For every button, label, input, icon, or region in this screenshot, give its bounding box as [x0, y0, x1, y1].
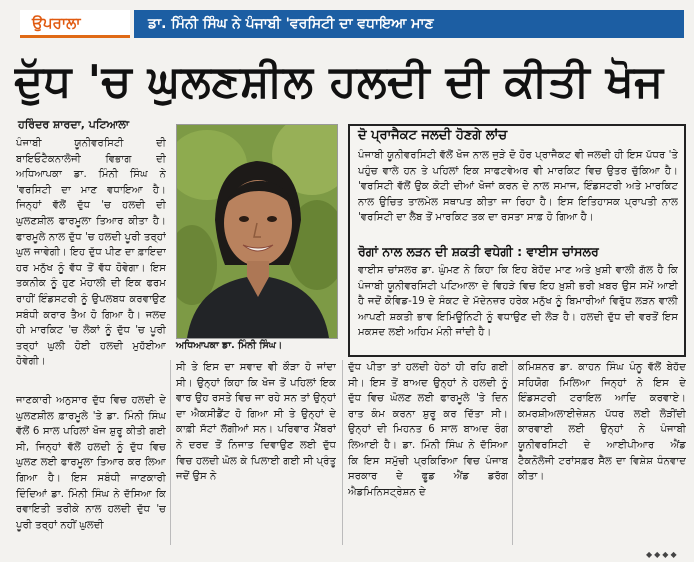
- column-1-bottom-text: ਜਾਣਕਾਰੀ ਅਨੁਸਾਰ ਦੁੱਧ ਵਿਚ ਹਲਦੀ ਦੇ ਘੁਲਣਸ਼ੀਲ ਫ਼ਾਰਮੂਲੇ 'ਤੇ ਡਾ. ਮਿੰਨੀ ਸਿੰਘ ਵੱਲੋਂ 6 ਸਾਲ ਪਹਿਲਾਂ ਖੋਜ ਸ਼ੁਰੂ ਕੀਤੀ ਗਈ ਸੀ, ਜਿਨ੍ਹਾਂ ਵੱਲੋਂ ਹਲਦੀ ਨੂੰ ਦੁੱਧ ਵਿਚ ਘੁਲਣ ਲਈ ਫਾਰਮੂਲਾ ਤਿਆਰ ਕਰ ਲਿਆ ਗਿਆ ਹੈ। ਇਸ ਸਬੰਧੀ ਜਾਣਕਾਰੀ ਦਿੰਦਿਆਂ ਡਾ. ਮਿੰਨੀ ਸਿੰਘ ਨੇ ਦੱਸਿਆ ਕਿ ਰਵਾਇਤੀ ਤਰੀਕੇ ਨਾਲ ਹਲਦੀ ਦੁੱਧ 'ਚ ਪੂਰੀ ਤਰ੍ਹਾਂ ਨਹੀਂ ਘੁਲਦੀ: [16, 395, 166, 531]
- column-2-text: ਸੀ ਤੇ ਇਸ ਦਾ ਸਵਾਦ ਵੀ ਕੌੜਾ ਹੋ ਜਾਂਦਾ ਸੀ। ਉਨ੍ਹਾਂ ਕਿਹਾ ਕਿ ਖੋਜ ਤੋਂ ਪਹਿਲਾਂ ਇਕ ਵਾਰ ਉਹ ਰਸਤੇ ਵਿਚ ਜਾ ਰਹੇ ਸਨ ਤਾਂ ਉਨ੍ਹਾਂ ਦਾ ਐਕਸੀਡੈਂਟ ਹੋ ਗਿਆ ਸੀ ਤੇ ਉਨ੍ਹਾਂ ਦੇ ਕਾਫ਼ੀ ਸੱਟਾਂ ਲੱਗੀਆਂ ਸਨ। ਪਰਿਵਾਰ ਮੈਂਬਰਾਂ ਨੇ ਦਰਦ ਤੋਂ ਨਿਜਾਤ ਦਿਵਾਉਣ ਲਈ ਦੁੱਧ ਵਿਚ ਹਲਦੀ ਘੋਲ ਕੇ ਪਿਲਾਈ ਗਈ ਸੀ ਪ੍ਰੰਤੂ ਜਦੋਂ ਉਸ ਨੇ: [176, 362, 336, 483]
- box-paragraph-vc-text: ਵਾਈਸ ਚਾਂਸਲਰ ਡਾ. ਘੁੰਮਣ ਨੇ ਕਿਹਾ ਕਿ ਇਹ ਬੇਹੱਦ ਮਾਣ ਅਤੇ ਖ਼ੁਸ਼ੀ ਵਾਲੀ ਗੱਲ ਹੈ ਕਿ ਪੰਜਾਬੀ ਯੂਨੀਵਰਸਿਟੀ ਪਟਿਆਲਾ ਦੇ ਵਿਹੜੇ ਵਿਚ ਇਹ ਖ਼ੁਸ਼ੀ ਭਰੀ ਖ਼ਬਰ ਉਸ ਸਮੇਂ ਆਈ ਹੈ ਜਦੋਂ ਕੋਵਿਡ-19 ਦੇ ਸੰਕਟ ਦੇ ਮੱਦੇਨਜ਼ਰ ਹਰੇਕ ਮਨੁੱਖ ਨੂੰ ਬਿਮਾਰੀਆਂ ਵਿਰੁੱਧ ਲੜਨ ਵਾਲੀ ਆਪਣੀ ਸ਼ਕਤੀ ਭਾਵ ਇਮਿਊਨਿਟੀ ਨੂੰ ਵਧਾਉਣ ਦੀ ਲੋੜ ਹੈ। ਹਲਦੀ ਦੁੱਧ ਦੀ ਵਰਤੋਂ ਇਸ ਮਕਸਦ ਲਈ ਅਹਿਮ ਮੰਨੀ ਜਾਂਦੀ ਹੈ।: [358, 265, 678, 339]
- column-divider: [512, 360, 513, 545]
- column-2: [176, 360, 336, 545]
- photo-caption: ਅਧਿਆਪਕਾ ਡਾ. ਮਿੰਨੀ ਸਿੰਘ।: [176, 340, 283, 351]
- column-divider: [342, 360, 343, 545]
- kicker-banner: ਡਾ. ਮਿੰਨੀ ਸਿੰਘ ਨੇ ਪੰਜਾਬੀ 'ਵਰਸਿਟੀ ਦਾ ਵਧਾਇਆ ਮਾਣ: [134, 10, 684, 38]
- portrait-illustration: [177, 125, 337, 338]
- portrait-photo: [176, 124, 338, 339]
- column-4-text: ਕਮਿਸ਼ਨਰ ਡਾ. ਕਾਹਨ ਸਿੰਘ ਪੰਨੂ ਵੱਲੋਂ ਬੇਹੱਦ ਸਹਿਯੋਗ ਮਿਲਿਆ ਜਿਨ੍ਹਾਂ ਨੇ ਇਸ ਦੇ ਇੰਡਸਟਰੀ ਟਰਾਇਲ ਆਦਿ ਕਰਵਾਏ। ਕਮਰਸ਼ੀਅਲਾਈਜ਼ੇਸ਼ਨ ਪੱਧਰ ਲਈ ਲੋੜੀਂਦੀ ਕਾਰਵਾਈ ਲਈ ਉਨ੍ਹਾਂ ਨੇ ਪੰਜਾਬੀ ਯੂਨੀਵਰਸਿਟੀ ਦੇ ਆਈਪੀਆਰ ਐਂਡ ਟੈਕਨੋਲੋਜੀ ਟਰਾਂਸਫ਼ਰ ਸੈੱਲ ਦਾ ਵਿਸ਼ੇਸ਼ ਧੰਨਵਾਦ ਕੀਤਾ।: [518, 362, 686, 483]
- box-paragraph-projects-text: ਪੰਜਾਬੀ ਯੂਨੀਵਰਸਿਟੀ ਵੱਲੋਂ ਖੋਜ ਨਾਲ ਜੁੜੇ ਦੋ ਹੋਰ ਪ੍ਰਾਜੈਕਟ ਵੀ ਜਲਦੀ ਹੀ ਇਸ ਪੱਧਰ 'ਤੇ ਪਹੁੰਚ ਵਾਲੇ ਹਨ ਤੇ ਪਹਿਲਾਂ ਇਕ ਸਾਫਟਵੇਅਰ ਵੀ ਮਾਰਕਿਟ ਵਿਚ ਉਤਰ ਚੁੱਕਿਆ ਹੈ। 'ਵਰਸਿਟੀ ਵੱਲੋਂ ਉਕ ਕੋਟੀ ਦੀਆਂ ਖੋਜਾਂ ਕਰਨ ਦੇ ਨਾਲ ਸਮਾਜ, ਇੰਡਸਟਰੀ ਅਤੇ ਮਾਰਕਿਟ ਨਾਲ ਉਚਿਤ ਤਾਲਮੇਲ ਸਥਾਪਤ ਕੀਤਾ ਜਾ ਰਿਹਾ ਹੈ। ਇਸ ਇਤਿਹਾਸਕ ਪ੍ਰਾਪਤੀ ਨਾਲ 'ਵਰਸਿਟੀ ਦਾ ਲੈਬ ਤੋਂ ਮਾਰਕਿਟ ਤਕ ਦਾ ਰਸਤਾ ਸਾਫ਼ ਹੋ ਗਿਆ ਹੈ।: [358, 150, 678, 224]
- headline: ਦੁੱਧ 'ਚ ਘੁਲਣਸ਼ੀਲ ਹਲਦੀ ਦੀ ਕੀਤੀ ਖੋਜ: [14, 56, 664, 107]
- top-bar: [0, 10, 694, 38]
- column-4: [518, 360, 686, 545]
- column-3: [348, 360, 508, 545]
- column-divider: [170, 360, 171, 545]
- box-heading-vc: ਰੋਗਾਂ ਨਾਲ ਲੜਨ ਦੀ ਸ਼ਕਤੀ ਵਧੇਗੀ : ਵਾਈਸ ਚਾਂਸਲਰ: [358, 244, 599, 259]
- box-heading-projects: ਦੋ ਪ੍ਰਾਜੈਕਟ ਜਲਦੀ ਹੋਣਗੇ ਲਾਂਚ: [358, 128, 508, 143]
- byline: ਹਰਿੰਦਰ ਸ਼ਾਰਦਾ, ਪਟਿਆਲਾ: [18, 118, 130, 131]
- column-3-text: ਦੁੱਧ ਪੀਤਾ ਤਾਂ ਹਲਦੀ ਹੇਠਾਂ ਹੀ ਰਹਿ ਗਈ ਸੀ। ਇਸ ਤੋਂ ਬਾਅਦ ਉਨ੍ਹਾਂ ਨੇ ਹਲਦੀ ਨੂੰ ਦੁੱਧ ਵਿਚ ਘੋਲਣ ਲਈ ਫਾਰਮੂਲੇ 'ਤੇ ਦਿਨ ਰਾਤ ਕੰਮ ਕਰਨਾ ਸ਼ੁਰੂ ਕਰ ਦਿੱਤਾ ਸੀ। ਉਨ੍ਹਾਂ ਦੀ ਮਿਹਨਤ 6 ਸਾਲ ਬਾਅਦ ਰੰਗ ਲਿਆਈ ਹੈ। ਡਾ. ਮਿੰਨੀ ਸਿੰਘ ਨੇ ਦੱਸਿਆ ਕਿ ਇਸ ਸਮੁੱਚੀ ਪ੍ਰਕਿਰਿਆ ਵਿਚ ਪੰਜਾਬ ਸਰਕਾਰ ਦੇ ਫੂਡ ਐਂਡ ਡਰੱਗ ਐਡਮਿਨਿਸਟ੍ਰੇਸ਼ਨ ਦੇ: [348, 362, 508, 498]
- column-1-top: [16, 136, 166, 391]
- box-paragraph-projects: [358, 148, 678, 244]
- box-paragraph-vc: [358, 263, 678, 355]
- column-1-top-text: ਪੰਜਾਬੀ ਯੂਨੀਵਰਸਿਟੀ ਦੀ ਬਾਇਓਟੈਕਨਾਲੋਜੀ ਵਿਭਾਗ ਦੀ ਅਧਿਆਪਕਾ ਡਾ. ਮਿੰਨੀ ਸਿੰਘ ਨੇ 'ਵਰਸਿਟੀ ਦਾ ਮਾਣ ਵਧਾਇਆ ਹੈ। ਜਿਨ੍ਹਾਂ ਵੱਲੋਂ ਦੁੱਧ 'ਚ ਹਲਦੀ ਦੀ ਘੁਲਣਸ਼ੀਲ ਫਾਰਮੂਲਾ ਤਿਆਰ ਕੀਤਾ ਹੈ। ਫਾਰਮੂਲੇ ਨਾਲ ਦੁੱਧ 'ਚ ਹਲਦੀ ਪੂਰੀ ਤਰ੍ਹਾਂ ਘੁਲ ਜਾਵੇਗੀ। ਇਹ ਦੁੱਧ ਪੀਣ ਦਾ ਫ਼ਾਇਦਾ ਹਰ ਮਨੁੱਖ ਨੂੰ ਵੱਧ ਤੋਂ ਵੱਧ ਹੋਵੇਗਾ। ਇਸ ਤਕਨੀਕ ਨੂੰ ਹੁਣ ਮੋਹਾਲੀ ਦੀ ਇਕ ਫਰਮ ਰਾਹੀਂ ਇੰਡਸਟਰੀ ਨੂੰ ਉਪਲਬਧ ਕਰਵਾਉਣ ਸਬੰਧੀ ਕਰਾਰ ਤੈਅ ਹੋ ਗਿਆ ਹੈ। ਜਲਦ ਹੀ ਮਾਰਕਿਟ 'ਚ ਲੋਕਾਂ ਨੂੰ ਦੁੱਧ 'ਚ ਪੂਰੀ ਤਰ੍ਹਾਂ ਘੁਲੀ ਹੋਈ ਹਲਦੀ ਮੁਹੱਈਆ ਹੋਵੇਗੀ।: [16, 138, 166, 368]
- section-tag: ਉਪਰਾਲਾ: [20, 10, 130, 38]
- column-1-bottom: [16, 393, 166, 543]
- decorative-dots: ◆◆◆◆: [646, 550, 679, 559]
